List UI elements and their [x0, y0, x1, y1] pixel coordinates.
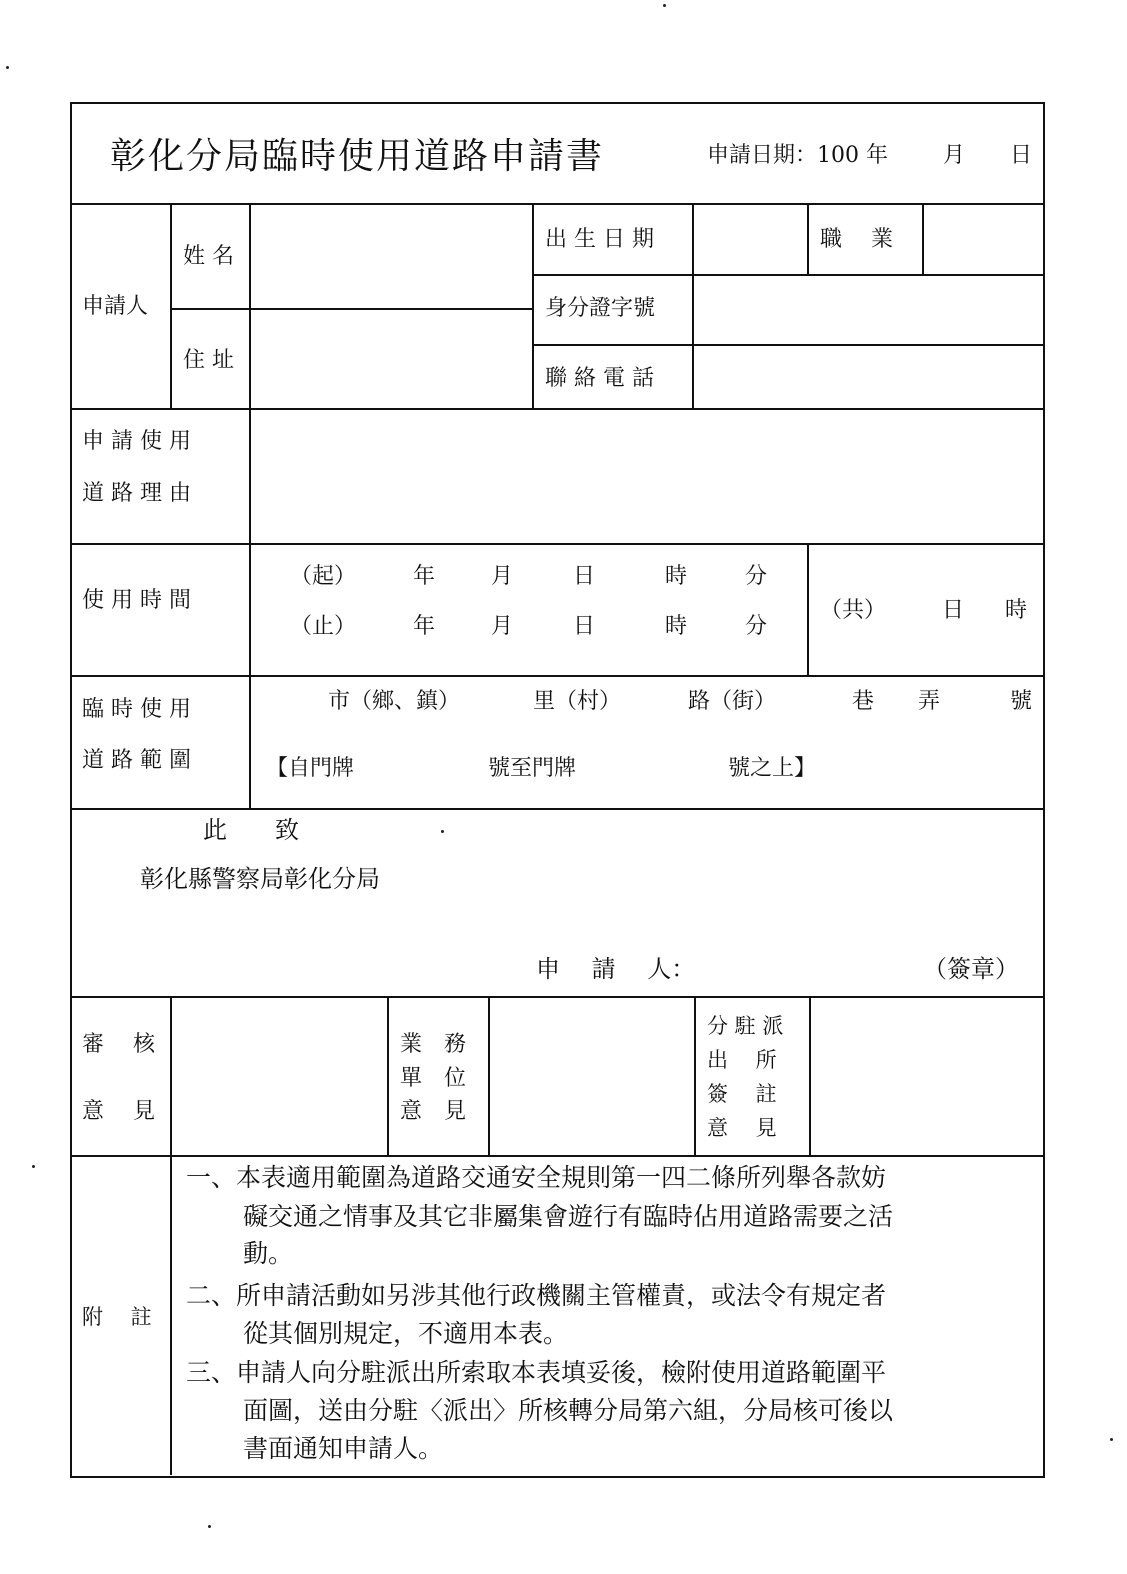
road-range-label-line2: 道 路 範 圍 — [82, 748, 191, 773]
total-hour-label: 時 — [1005, 598, 1028, 623]
birth-date-field[interactable] — [694, 205, 807, 274]
to-number-label: 號至門牌 — [488, 756, 577, 781]
seal-label: （簽章） — [923, 955, 1019, 983]
occupation-label: 職 業 — [820, 227, 893, 252]
date-month-label: 月 — [943, 143, 966, 168]
number-label: 號 — [1010, 689, 1033, 714]
application-month-field[interactable] — [905, 135, 939, 175]
from-number-label: 【自門牌 — [266, 756, 355, 781]
note-3-line2: 面圖，送由分駐〈派出〉所核轉分局第六組，分局核可後以 — [243, 1396, 894, 1425]
address-range-field[interactable] — [251, 680, 1041, 735]
total-duration-field[interactable] — [880, 590, 1000, 630]
end-time-field[interactable] — [360, 606, 790, 646]
end-year-label: 年 — [413, 614, 436, 639]
scan-speck — [663, 4, 666, 7]
applicant-label: 申請人 — [82, 294, 149, 319]
end-minute-label: 分 — [745, 614, 768, 639]
start-mark: （起） — [290, 564, 357, 589]
id-number-label: 身分證字號 — [545, 296, 656, 321]
divider — [70, 543, 1043, 545]
scan-speck — [208, 1525, 211, 1528]
village-label: 里（村） — [533, 689, 622, 714]
start-month-label: 月 — [491, 564, 514, 589]
applicant-signature-label: 申 請 人： — [536, 955, 696, 983]
divider — [70, 808, 1043, 810]
form-title: 彰化分局臨時使用道路申請書 — [110, 136, 605, 177]
name-field[interactable] — [251, 205, 532, 308]
road-range-label-line1: 臨 時 使 用 — [82, 697, 191, 722]
applicant-signature-field[interactable] — [710, 945, 915, 990]
business-unit-label-line1: 業 務 — [400, 1032, 467, 1057]
note-2-line1: 二、所申請活動如另涉其他行政機關主管權責，或法令有規定者 — [186, 1281, 887, 1310]
lane-label: 巷 — [852, 689, 875, 714]
note-1-line1: 一、本表適用範圍為道路交通安全規則第一四二條所列舉各款妨 — [186, 1163, 887, 1192]
salutation-line1: 此 致 — [203, 816, 299, 844]
divider — [807, 544, 809, 676]
review-opinion-field[interactable] — [172, 998, 387, 1155]
birth-date-label: 出 生 日 期 — [545, 227, 654, 252]
end-day-label: 日 — [573, 614, 596, 639]
end-mark: （止） — [290, 614, 357, 639]
divider — [70, 203, 1043, 205]
divider — [387, 997, 389, 1156]
station-label-line3: 簽 註 — [707, 1082, 777, 1106]
start-time-field[interactable] — [360, 556, 790, 596]
note-2-line2: 從其個別規定，不適用本表。 — [243, 1319, 569, 1348]
reason-label-line1: 申 請 使 用 — [82, 429, 191, 454]
start-minute-label: 分 — [745, 564, 768, 589]
station-label-line1: 分 駐 派 — [707, 1014, 784, 1038]
end-number-label: 號之上】 — [728, 756, 817, 781]
note-1-line3: 動。 — [243, 1239, 294, 1268]
usage-time-label: 使 用 時 間 — [82, 588, 191, 613]
scan-speck — [32, 1165, 35, 1168]
divider — [70, 675, 1043, 677]
application-date-label: 申請日期：100 年 — [707, 143, 888, 168]
review-label-line2: 意 見 — [82, 1099, 155, 1124]
door-number-range-field[interactable] — [360, 745, 730, 790]
note-1-line2: 礙交通之情事及其它非屬集會遊行有臨時佔用道路需要之活 — [243, 1202, 894, 1231]
salutation-addressee: 彰化縣警察局彰化分局 — [140, 865, 380, 893]
end-hour-label: 時 — [665, 614, 688, 639]
phone-field[interactable] — [694, 346, 1041, 408]
note-3-line3: 書面通知申請人。 — [243, 1434, 444, 1463]
station-label-line4: 意 見 — [707, 1116, 777, 1140]
business-unit-label-line3: 意 見 — [400, 1099, 467, 1124]
road-label: 路（街） — [688, 689, 777, 714]
reason-field[interactable] — [251, 410, 1041, 543]
reason-label-line2: 道 路 理 由 — [82, 481, 191, 506]
occupation-field[interactable] — [924, 205, 1041, 274]
notes-label: 附 註 — [82, 1305, 152, 1329]
divider — [807, 204, 809, 276]
address-label: 住 址 — [183, 348, 234, 373]
id-number-field[interactable] — [694, 276, 1041, 344]
review-label-line1: 審 核 — [82, 1032, 155, 1057]
start-year-label: 年 — [413, 564, 436, 589]
station-label-line2: 出 所 — [707, 1048, 777, 1072]
business-unit-label-line2: 單 位 — [400, 1066, 467, 1091]
total-day-label: 日 — [942, 598, 965, 623]
start-day-label: 日 — [573, 564, 596, 589]
application-day-field[interactable] — [972, 135, 1006, 175]
phone-label: 聯 絡 電 話 — [545, 366, 654, 391]
name-label: 姓 名 — [183, 244, 234, 269]
divider — [70, 1155, 1043, 1157]
scan-speck — [441, 830, 444, 833]
end-month-label: 月 — [491, 614, 514, 639]
divider — [694, 997, 696, 1156]
divider — [532, 204, 534, 409]
date-day-label: 日 — [1010, 143, 1033, 168]
station-opinion-field[interactable] — [811, 998, 1041, 1155]
note-3-line1: 三、申請人向分駐派出所索取本表填妥後，檢附使用道路範圍平 — [186, 1358, 887, 1387]
alley-label: 弄 — [918, 689, 941, 714]
address-field[interactable] — [251, 310, 532, 408]
total-mark: （共） — [820, 598, 887, 623]
divider — [170, 204, 172, 409]
city-label: 市（鄉、鎮） — [328, 689, 461, 714]
scan-speck — [1110, 1438, 1113, 1441]
start-hour-label: 時 — [665, 564, 688, 589]
business-unit-opinion-field[interactable] — [490, 998, 694, 1155]
scan-speck — [6, 66, 9, 69]
